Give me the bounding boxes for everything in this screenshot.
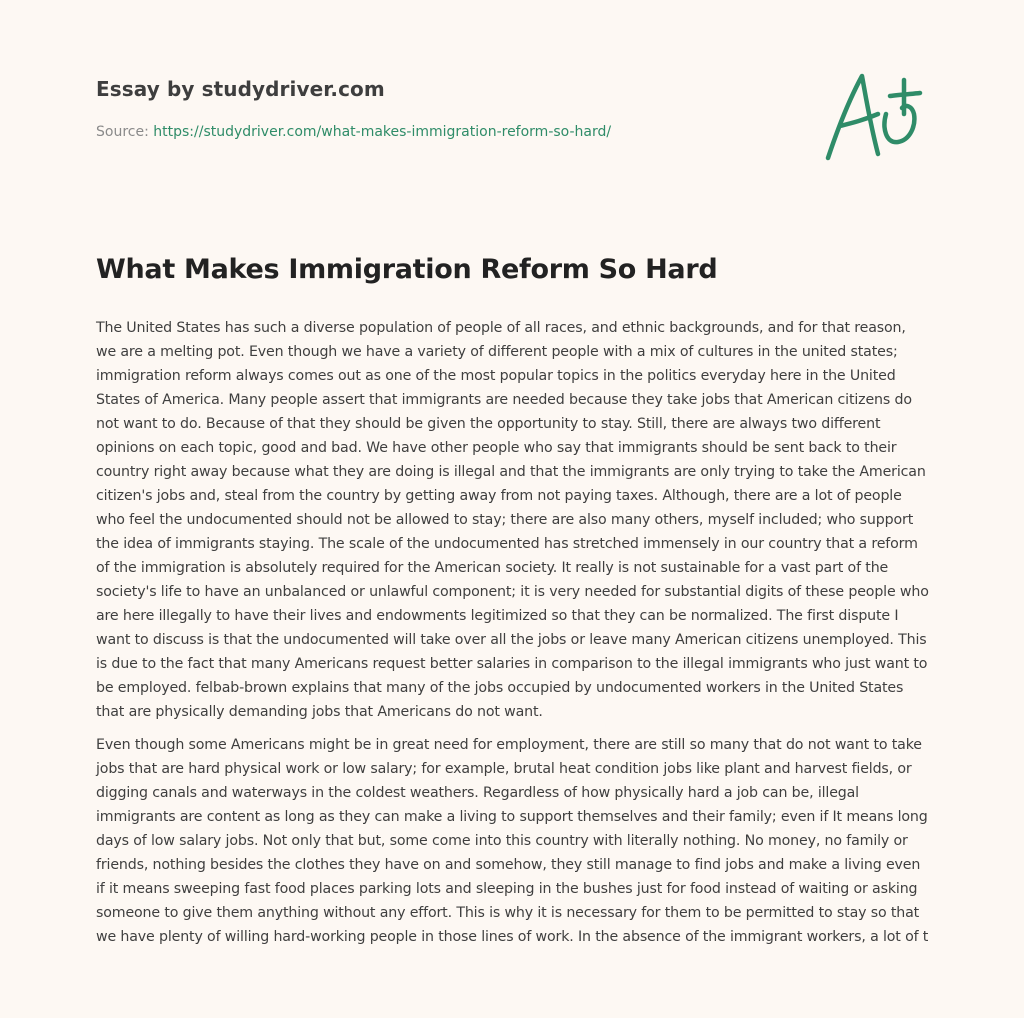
source-line bbox=[96, 124, 611, 140]
site-header-title: Essay by studydriver.com bbox=[96, 77, 385, 101]
essay-title: What Makes Immigration Reform So Hard bbox=[96, 254, 718, 285]
essay-body bbox=[96, 316, 930, 958]
source-link[interactable]: https://studydriver.com/what-makes-immigration-reform-so-hard/ bbox=[153, 124, 612, 140]
source-label: Source: bbox=[96, 124, 149, 140]
essay-paragraph: Even though some Americans might be in great need for employment, there are still so many that do not want to take jobs that are hard physical work or low salary; for example, brutal heat condition jobs like plant and harvest fields, or digging canals and waterways in the coldest weathers. Regardless of how physically hard a job can be, illegal immigrants are content as long as they can make a living to support themselves and their family; even if It means long days of low salary jobs. Not only that but, some come into this country with literally nothing. No money, no family or friends, nothing besides the clothes they have on and somehow, they still manage to find jobs and make a living even if it means sweeping fast food places parking lots and sleeping in the bushes just for food instead of waiting or asking someone to give them anything without any effort. This is why it is necessary for them to be permitted to stay so that we have plenty of willing hard-working people in those lines of work. In the absence of the immigrant workers, a lot of t bbox=[96, 737, 929, 945]
essay-paragraph: The United States has such a diverse population of people of all races, and ethnic backgrounds, and for that reason, we are a melting pot. Even though we have a variety of different people with a mix of cultures in the united states; immigration reform always comes out as one of the most popular topics in the politics everyday here in the United States of America. Many people assert that immigrants are needed because they take jobs that American citizens do not want to do. Because of that they should be given the opportunity to stay. Still, there are always two different opinions on each topic, good and bad. We have other people who say that immigrants should be sent back to their country right away because what they are doing is illegal and that the immigrants are only trying to take the American citizen's jobs and, steal from the country by getting away from not paying taxes. Although, there are a lot of people who feel the undocumented should not be allowed to stay; there are also many others, myself included; who support the idea of immigrants staying. The scale of the undocumented has stretched immensely in our country that a reform of the immigration is absolutely required for the American society. It really is not sustainable for a vast part of the society's life to have an unbalanced or unlawful component; it is very needed for substantial digits of these people who are here illegally to have their lives and endowments legitimized so that they can be normalized. The first dispute I want to discuss is that the undocumented will take over all the jobs or leave many American citizens unemployed. This is due to the fact that many Americans request better salaries in comparison to the illegal immigrants who just want to be employed. felbab-brown explains that many of the jobs occupied by undocumented workers in the United States that are physically demanding jobs that Americans do not want. bbox=[96, 320, 929, 720]
a-plus-logo-icon bbox=[818, 68, 928, 166]
